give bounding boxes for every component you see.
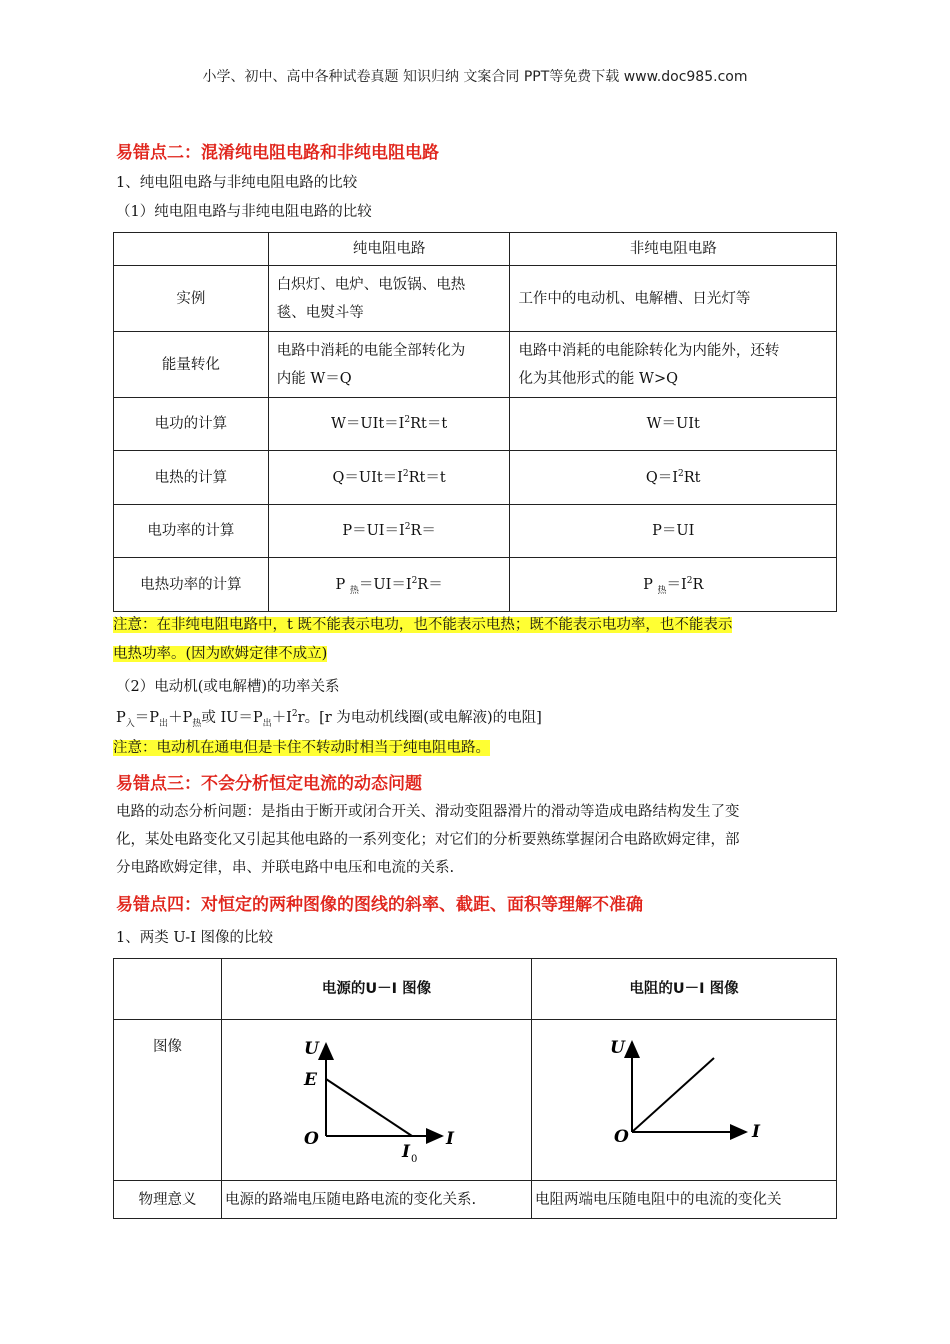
row-label-examples: 实例 bbox=[114, 266, 269, 332]
u-label: U bbox=[304, 1039, 319, 1059]
note-2: 注意：电动机在通电但是卡住不转动时相当于纯电阻电路。 bbox=[113, 740, 490, 756]
note-1: 注意：在非纯电阻电路中，t 既不能表示电功，也不能表示电热；既不能表示电功率，也不能表示 bbox=[113, 617, 733, 633]
subheading-3: （2）电动机(或电解槽)的功率关系 bbox=[116, 679, 340, 695]
section-title-4: 易错点四：对恒定的两种图像的图线的斜率、截距、面积等理解不准确 bbox=[116, 895, 643, 915]
ui-graph-table bbox=[113, 958, 837, 1219]
dynamic-analysis-paragraph: 电路的动态分析问题：是指由于断开或闭合开关、滑动变阻器滑片的滑动等造成电路结构发生了变 化，某处电路变化又引起其他电路的一系列变化；对它们的分析要熟练掌握闭合电路欧姆定律，部 分电路欧姆定律，串、并联电路中电压和电流的关系. bbox=[116, 804, 740, 876]
cell-pure-energy: 电路中消耗的电能全部转化为 内能 W＝Q bbox=[268, 332, 510, 398]
note-1-cont: 电热功率。(因为欧姆定律不成立) bbox=[113, 646, 328, 662]
origin-label: O bbox=[614, 1127, 629, 1147]
col-head-pure: 纯电阻电路 bbox=[268, 233, 510, 266]
i0-subscript: 0 bbox=[411, 1154, 418, 1165]
col-head-resistor: 电阻的U－I 图像 bbox=[532, 959, 837, 1020]
source-line bbox=[326, 1079, 412, 1136]
section-title-3: 易错点三：不会分析恒定电流的动态问题 bbox=[116, 774, 422, 794]
origin-label: O bbox=[304, 1129, 319, 1149]
subheading-ui: 1、两类 U-I 图像的比较 bbox=[116, 930, 274, 946]
row-label-heat: 电热的计算 bbox=[114, 451, 269, 505]
resistor-ui-graph bbox=[532, 1020, 836, 1180]
cell-resistor-meaning: 电阻两端电压随电阻中的电流的变化关 bbox=[532, 1181, 837, 1219]
cell-pure-heat-power: P $_热=UI=I^2R=$ bbox=[268, 558, 510, 612]
resistor-graph-cell bbox=[532, 1020, 837, 1181]
cell-nonpure-work: W＝UIt bbox=[510, 398, 837, 451]
subheading-2: （1）纯电阻电路与非纯电阻电路的比较 bbox=[116, 204, 372, 220]
cell-nonpure-examples: 工作中的电动机、电解槽、日光灯等 bbox=[510, 266, 837, 332]
row-label-energy: 能量转化 bbox=[114, 332, 269, 398]
source-graph-cell bbox=[222, 1020, 532, 1181]
cell-nonpure-power: P＝UI bbox=[510, 505, 837, 558]
col-head-source: 电源的U－I 图像 bbox=[222, 959, 532, 1020]
cell-nonpure-heat: $Q=I^2Rt$ bbox=[510, 451, 837, 505]
row-label-heat-power: 电热功率的计算 bbox=[114, 558, 269, 612]
cell-source-meaning: 电源的路端电压随电路电流的变化关系. bbox=[222, 1181, 532, 1219]
cell-pure-power: $P=UI=I^2R=$ bbox=[268, 505, 510, 558]
comparison-table bbox=[113, 232, 837, 612]
subheading-1: 1、纯电阻电路与非纯电阻电路的比较 bbox=[116, 175, 358, 191]
cell-pure-heat: $Q=UIt=I^2Rt=t$ bbox=[268, 451, 510, 505]
source-ui-graph bbox=[222, 1020, 531, 1180]
row-label-power: 电功率的计算 bbox=[114, 505, 269, 558]
site-header: 小学、初中、高中各种试卷真题 知识归纳 文案合同 PPT等免费下载 www.doc985.com bbox=[202, 69, 748, 85]
u-label: U bbox=[610, 1038, 625, 1058]
i-label: I bbox=[446, 1129, 454, 1149]
col-head-nonpure: 非纯电阻电路 bbox=[510, 233, 837, 266]
cell-nonpure-heat-power: P $_热=I^2R$ bbox=[510, 558, 837, 612]
row-label-work: 电功的计算 bbox=[114, 398, 269, 451]
power-formula: $P_入=P_出+P_热$或 $IU=P_出+I^2r$。[r 为电动机线圈(或电解液)的电阻] bbox=[116, 709, 542, 729]
e-label: E bbox=[304, 1070, 317, 1090]
row-label-meaning: 物理意义 bbox=[114, 1181, 222, 1219]
cell-nonpure-energy: 电路中消耗的电能除转化为内能外，还转 化为其他形式的能 W>Q bbox=[510, 332, 837, 398]
cell-pure-work: $W=UIt=I^2Rt=t$ bbox=[268, 398, 510, 451]
i-label: I bbox=[752, 1122, 760, 1142]
cell-pure-examples: 白炽灯、电炉、电饭锅、电热 毯、电熨斗等 bbox=[268, 266, 510, 332]
section-title-2: 易错点二：混淆纯电阻电路和非纯电阻电路 bbox=[116, 143, 439, 163]
resistor-line bbox=[632, 1058, 714, 1132]
i0-label: I bbox=[402, 1142, 410, 1162]
row-label-image: 图像 bbox=[114, 1020, 222, 1181]
